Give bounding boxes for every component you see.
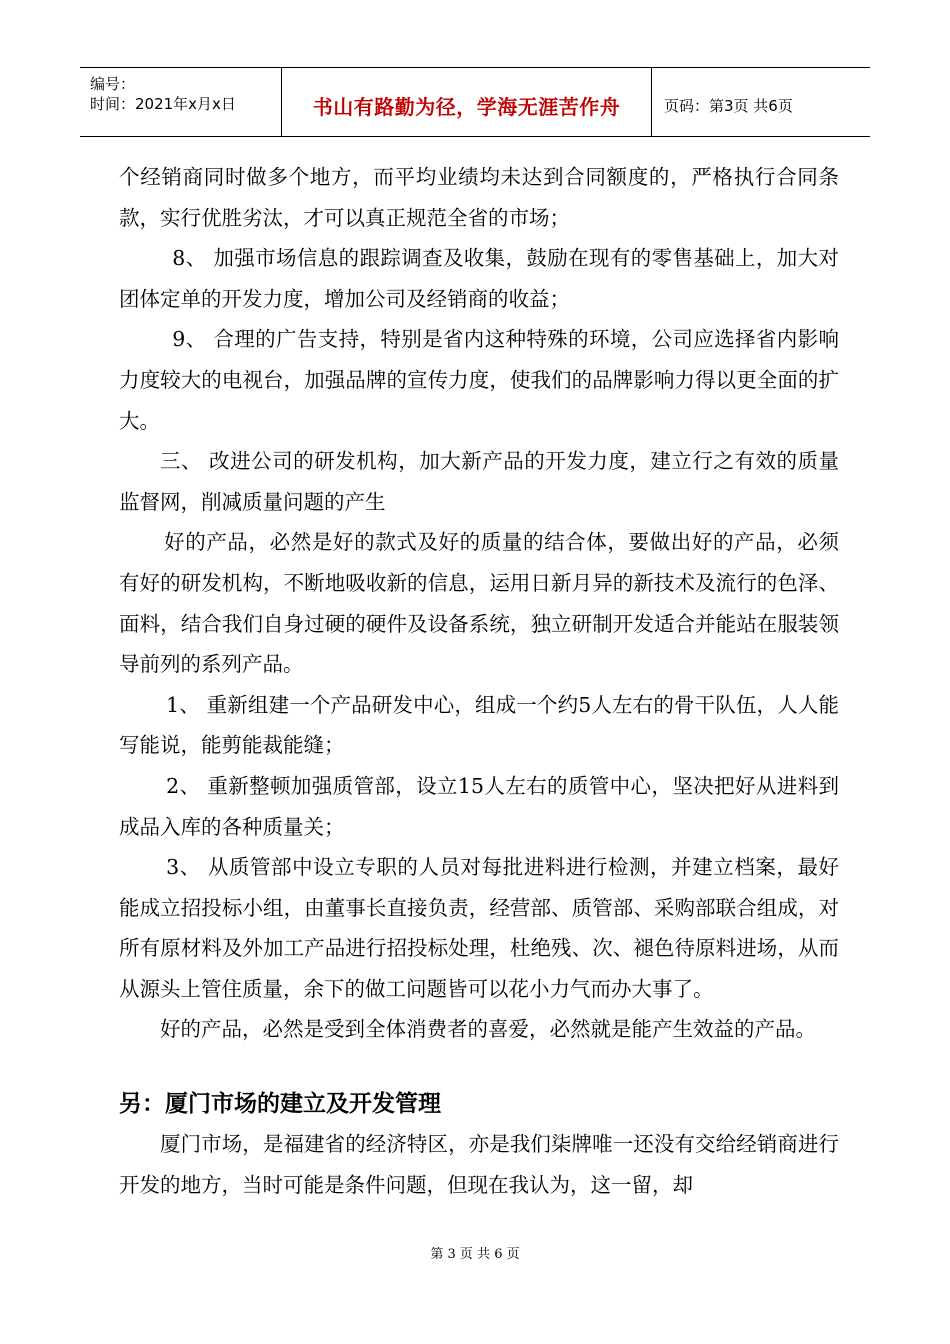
paragraph: 9、 合理的广告支持，特别是省内这种特殊的环境，公司应选择省内影响力度较大的电视台，加强品牌的宣传力度，使我们的品牌影响力得以更全面的扩大。 [119,327,839,433]
document-body [119,157,839,1205]
page-footer: 第 3 页 共 6 页 [430,1247,520,1262]
number-label: 编号： [90,75,136,93]
header-motto: 书山有路勤为径，学海无涯苦作舟 [282,68,652,136]
paragraph: 2、 重新整顿加强质管部，设立15人左右的质管中心，坚决把好从进料到成品入库的各种质量关； [119,773,839,839]
paragraph: 好的产品，必然是好的款式及好的质量的结合体，要做出好的产品，必须有好的研发机构，不断地吸收新的信息，运用日新月异的新技术及流行的色泽、面料，结合我们自身过硬的硬件及设备系统，独立研制开发适合并能站在服装领导前列的系列产品。 [119,530,839,677]
time-label: 时间：2021年x月x日 [90,95,236,113]
header-page-code: 页码：第3页 共6页 [664,96,793,115]
paragraph: 好的产品，必然是受到全体消费者的喜爱，必然就是能产生效益的产品。 [160,1017,816,1042]
paragraph: 1、 重新组建一个产品研发中心，组成一个约5人左右的骨干队伍，人人能写能说，能剪能裁能缝； [119,692,839,758]
paragraph: 3、 从质管部中设立专职的人员对每批进料进行检测，并建立档案，最好能成立招投标小组，由董事长直接负责，经营部、质管部、采购部联合组成，对所有原材料及外加工产品进行招投标处理，杜绝残、次、褪色待原料进场，从而从源头上管住质量，余下的做工问题皆可以花小力气而办大事了。 [119,855,839,1001]
header-meta [80,68,282,136]
section-heading: 另：厦门市场的建立及开发管理 [119,1091,441,1118]
paragraph: 厦门市场，是福建省的经济特区，亦是我们柒牌唯一还没有交给经销商进行开发的地方，当时可能是条件问题，但现在我认为，这一留，却 [119,1132,839,1197]
document-header [80,67,870,137]
paragraph: 三、 改进公司的研发机构，加大新产品的开发力度，建立行之有效的质量监督网，削减质量问题的产生 [119,449,839,514]
paragraph: 个经销商同时做多个地方，而平均业绩均未达到合同额度的，严格执行合同条款，实行优胜劣汰，才可以真正规范全省的市场； [119,165,839,230]
paragraph: 8、 加强市场信息的跟踪调查及收集，鼓励在现有的零售基础上，加大对团体定单的开发力度，增加公司及经销商的收益； [119,246,839,311]
